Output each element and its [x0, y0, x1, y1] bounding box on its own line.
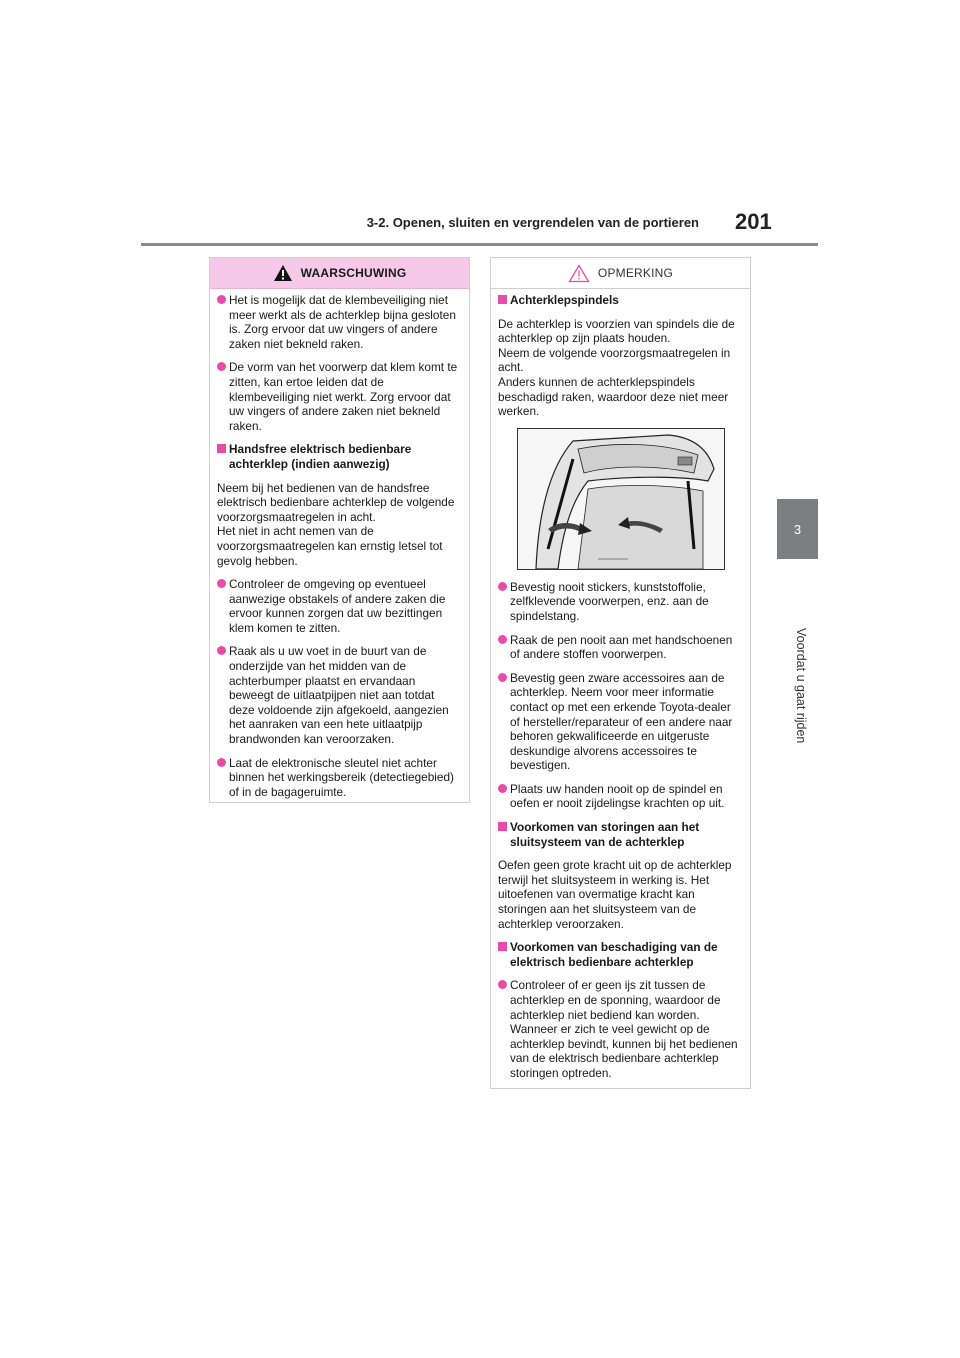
warning-box-body: [210, 289, 469, 799]
warning-box-header: [210, 258, 469, 289]
round-bullet-icon: [217, 295, 226, 304]
note-box-title: OPMERKING: [597, 266, 674, 280]
bullet-item: Raak de pen nooit aan met handschoenen of andere stoffen voorwerpen.: [498, 633, 743, 662]
note-box-header: [491, 258, 750, 289]
square-bullet-icon: [217, 444, 226, 453]
note-heading: Achterklepspindels: [498, 293, 743, 308]
square-bullet-icon: [498, 822, 507, 831]
round-bullet-icon: [498, 582, 507, 591]
paragraph: Neem bij het bedienen van de handsfree elektrisch bedienbare achterklep de volgende voorzorgsmaatregelen in acht. Het niet in acht nemen van de voorzorgsmaatregelen kan ernstig letsel tot gevolg hebben.: [217, 480, 455, 568]
tailgate-strut-illustration: [517, 428, 725, 570]
warning-box-title: WAARSCHUWING: [300, 266, 407, 280]
bullet-item: Bevestig geen zware accessoires aan de achterklep. Neem voor meer informatie contact op met een erkende Toyota-dealer of hersteller/reparateur of een andere naar behoren gekwalificeerde en uitgeruste deskundige alvorens accessoires te bevestigen.: [498, 671, 743, 773]
bullet-item: De vorm van het voorwerp dat klem komt te zitten, kan ertoe leiden dat de klembeveiliging niet werkt. Zorg ervoor dat uw vingers of andere zaken niet bekneld raken.: [217, 360, 462, 433]
square-bullet-icon: [498, 942, 507, 951]
warning-box: [209, 257, 470, 803]
chapter-tab-number: 3: [793, 521, 802, 537]
round-bullet-icon: [498, 673, 507, 682]
page-number: 201: [735, 209, 772, 234]
bullet-item: Controleer de omgeving op eventueel aanwezige obstakels of andere zaken die ervoor kunnen zorgen dat uw bezittingen klem komen te zitten.: [217, 577, 462, 635]
square-bullet-icon: [498, 295, 507, 304]
notice-triangle-icon: [568, 264, 590, 283]
warning-triangle-icon: [273, 264, 293, 282]
header-divider: [141, 243, 818, 246]
chapter-side-label: Voordat u gaat rijden: [794, 628, 808, 744]
round-bullet-icon: [217, 758, 226, 767]
bullet-item: Controleer of er geen ijs zit tussen de achterklep en de sponning, waardoor de achterklep niet bediend kan worden. Wanneer er zich te veel gewicht op de achterklep bevindt, kunnen bij het bedienen van de elektrisch bedienbare achterklep storingen optreden.: [498, 978, 743, 1080]
section-heading: Voorkomen van beschadiging van de elektrisch bedienbare achterklep: [498, 940, 743, 969]
paragraph: Oefen geen grote kracht uit op de achterklep terwijl het sluitsysteem in werking is. Het uitoefenen van overmatige kracht kan storingen aan het sluitsysteem van de achterklep veroorzaken.: [498, 858, 732, 931]
round-bullet-icon: [498, 784, 507, 793]
note-paragraph: De achterklep is voorzien van spindels die de achterklep op zijn plaats houden. Neem de volgende voorzorgsmaatregelen in acht. Anders kunnen de achterklepspindels beschadigd raken, waardoor deze niet meer werken.: [498, 316, 735, 419]
bullet-item: Het is mogelijk dat de klembeveiliging niet meer werkt als de achterklep bijna gesloten is. Zorg ervoor dat uw vingers of andere zaken niet bekneld raken.: [217, 293, 462, 351]
note-box: [490, 257, 751, 1089]
chapter-section-title: 3-2. Openen, sluiten en vergrendelen van de portieren: [366, 215, 699, 230]
note-box-body: [491, 289, 750, 1081]
section-heading: Voorkomen van storingen aan het sluitsysteem van de achterklep: [498, 820, 743, 849]
bullet-item: Bevestig nooit stickers, kunststoffolie, zelfklevende voorwerpen, enz. aan de spindelstang.: [498, 580, 743, 624]
section-heading: Handsfree elektrisch bedienbare achterklep (indien aanwezig): [217, 442, 462, 471]
bullet-item: Plaats uw handen nooit op de spindel en oefen er nooit zijdelingse krachten op uit.: [498, 782, 743, 811]
bullet-item: Laat de elektronische sleutel niet achter binnen het werkingsbereik (detectiegebied) of in de bagageruimte.: [217, 756, 462, 800]
bullet-item: Raak als u uw voet in de buurt van de onderzijde van het midden van de achterbumper plaatst en ervandaan beweegt de uitlaatpijpen niet aan totdat deze voldoende zijn afgekoeld, aangezien het aanraken van een hete uitlaatpijp brandwonden kan veroorzaken.: [217, 644, 462, 746]
round-bullet-icon: [498, 635, 507, 644]
chapter-tab[interactable]: [777, 499, 818, 559]
